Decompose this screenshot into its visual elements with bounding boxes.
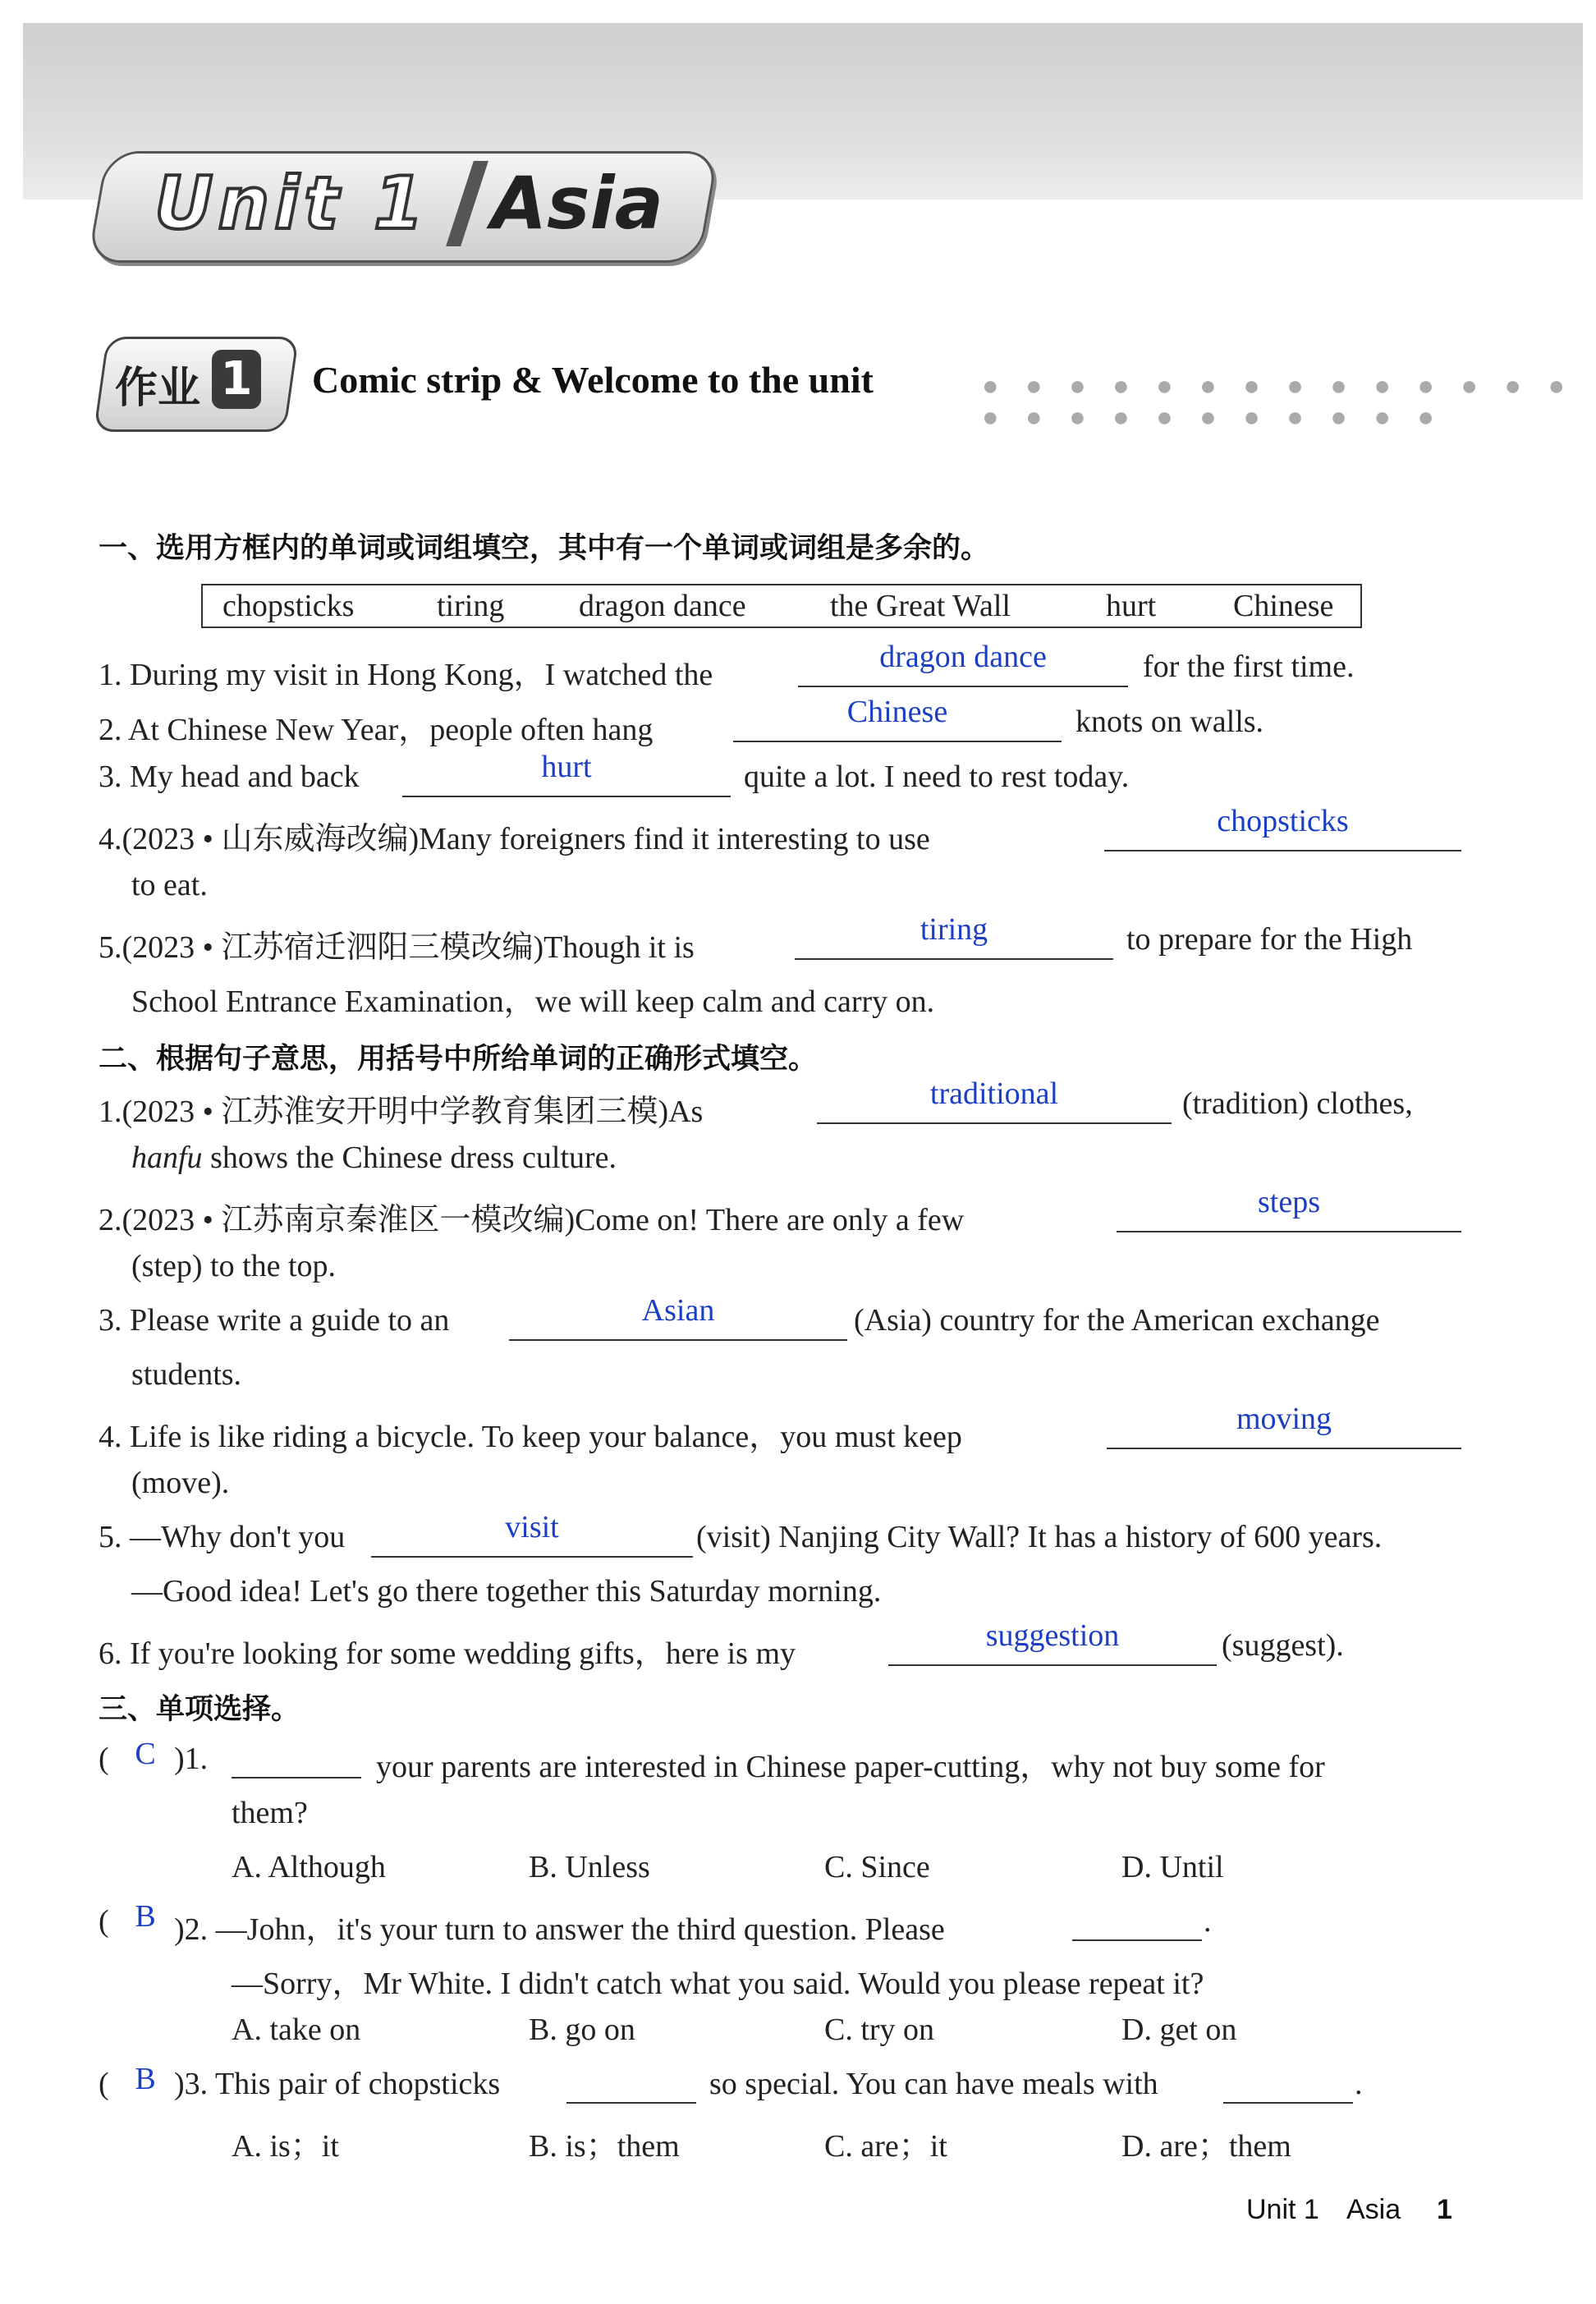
handwritten-answer: B [135,2062,156,2096]
handwritten-answer: Chinese [846,695,948,729]
handwritten-answer: hurt [541,750,592,784]
answer-blank[interactable] [1072,1939,1202,1941]
question-text: )3. This pair of chopsticks [174,2067,501,2101]
question-text: students. [131,1357,242,1392]
question-text: 3. My head and back [99,760,360,794]
question-text: so special. You can have meals with [709,2067,1158,2101]
decorative-dots: ● ● ● ● ● ● ● ● ● ● ● ● ● ● ● ● ● ● ● ● ● ● ● ● ● [982,371,1575,433]
question-text: 4. Life is like riding a bicycle. To keep your balance，you must keep [99,1420,962,1454]
paren-open: ( [99,1742,109,1776]
question-text: to eat. [131,868,208,902]
footer-unit: Unit 1 [1246,2194,1319,2225]
handwritten-answer: B [135,1899,156,1934]
answer-blank[interactable] [817,1122,1172,1124]
question-text: (tradition) clothes, [1182,1086,1413,1121]
option-a: A. take on [232,2013,361,2047]
question-text: )2. —John，it's your turn to answer the third question. Please [174,1912,945,1947]
question-text: School Entrance Examination，we will keep calm and carry on. [131,984,935,1019]
handwritten-answer: moving [1236,1402,1332,1436]
option-c: C. are；it [824,2129,947,2164]
footer-title: Asia [1346,2194,1401,2225]
question-text: for the first time. [1143,649,1355,684]
answer-blank[interactable] [1104,850,1461,851]
question-text: knots on walls. [1075,705,1264,739]
handwritten-answer: Asian [641,1293,715,1328]
section1-heading: 一、选用方框内的单词或词组填空，其中有一个单词或词组是多余的。 [99,532,990,565]
question-text: 6. If you're looking for some wedding gifts，here is my [99,1636,796,1671]
option-c: C. try on [824,2013,935,2047]
italic-term: hanfu [131,1141,203,1175]
question-text: 2.(2023 • 江苏南京秦淮区一模改编)Come on! There are only a few [99,1203,965,1237]
section2-heading: 二、根据句子意思，用括号中所给单词的正确形式填空。 [99,1043,818,1076]
answer-blank[interactable] [795,958,1113,960]
question-text: 2. At Chinese New Year，people often hang [99,713,654,747]
question-text: 1. During my visit in Hong Kong，I watched the [99,658,713,692]
answer-blank[interactable] [1107,1448,1461,1449]
question-text: 5. —Why don't you [99,1520,346,1554]
section3-heading: 三、单项选择。 [99,1693,300,1726]
paren-open: ( [99,2067,109,2101]
option-b: B. Unless [529,1850,650,1884]
page-number: 1 [1437,2194,1452,2225]
lesson-title: Comic strip & Welcome to the unit [312,359,874,401]
question-text: (visit) Nanjing City Wall? It has a history of 600 years. [696,1520,1383,1554]
answer-blank[interactable] [232,1777,361,1778]
word-box-item: dragon dance [579,589,746,623]
handwritten-answer: chopsticks [1217,804,1349,838]
option-c: C. Since [824,1850,930,1884]
answer-blank[interactable] [733,741,1062,742]
question-text: 1.(2023 • 江苏淮安开明中学教育集团三模)As [99,1095,704,1129]
answer-blank[interactable] [888,1664,1217,1666]
handwritten-answer: suggestion [985,1618,1120,1653]
word-box-item: hurt [1106,589,1157,623]
handwritten-answer: tiring [920,912,988,947]
question-text: —Sorry，Mr White. I didn't catch what you said. Would you please repeat it? [232,1967,1204,2001]
answer-blank[interactable] [371,1556,693,1558]
answer-blank[interactable] [1117,1231,1461,1232]
answer-blank[interactable] [402,796,731,797]
question-text: them? [232,1796,308,1830]
question-number: )1. [174,1742,209,1776]
question-text: (move). [131,1466,230,1500]
word-box-item: tiring [437,589,505,623]
handwritten-answer: traditional [929,1076,1059,1111]
question-end: . [1355,2067,1363,2101]
handwritten-answer: steps [1258,1185,1320,1219]
question-text: to prepare for the High [1126,922,1413,957]
option-d: D. Until [1121,1850,1224,1884]
answer-blank[interactable] [1223,2102,1353,2104]
word-box-item: the Great Wall [830,589,1011,623]
handwritten-answer: C [135,1737,156,1771]
question-text [131,1140,617,1176]
option-a: A. is；it [232,2129,339,2164]
answer-blank[interactable] [566,2102,696,2104]
word-box-item: Chinese [1233,589,1334,623]
question-text: (Asia) country for the American exchange [854,1303,1380,1338]
question-end: . [1204,1904,1212,1939]
question-text: quite a lot. I need to rest today. [744,760,1130,794]
answer-blank[interactable] [509,1339,847,1341]
option-a: A. Although [232,1850,386,1884]
homework-label: 作业 [115,364,201,413]
question-text-cont: shows the Chinese dress culture. [202,1141,617,1175]
unit-label: Unit 1 [154,161,429,246]
option-d: D. are；them [1121,2129,1291,2164]
question-text: 3. Please write a guide to an [99,1303,450,1338]
paren-open: ( [99,1904,109,1939]
question-text: your parents are interested in Chinese paper-cutting，why not buy some for [376,1750,1325,1784]
question-text: 5.(2023 • 江苏宿迁泗阳三模改编)Though it is [99,930,695,965]
word-box-item: chopsticks [222,589,355,623]
homework-number: 1 [212,350,261,409]
question-text: —Good idea! Let's go there together this Saturday morning. [131,1574,882,1609]
word-box [201,584,1362,628]
option-b: B. go on [529,2013,635,2047]
question-text: (step) to the top. [131,1249,337,1283]
option-d: D. get on [1121,2013,1237,2047]
question-text: 4.(2023 • 山东威海改编)Many foreigners find it interesting to use [99,822,930,856]
question-text: (suggest). [1222,1628,1344,1663]
option-b: B. is；them [529,2129,680,2164]
handwritten-answer: dragon dance [879,640,1047,674]
unit-title: Asia [491,161,664,246]
answer-blank[interactable] [798,686,1128,687]
handwritten-answer: visit [505,1510,559,1544]
